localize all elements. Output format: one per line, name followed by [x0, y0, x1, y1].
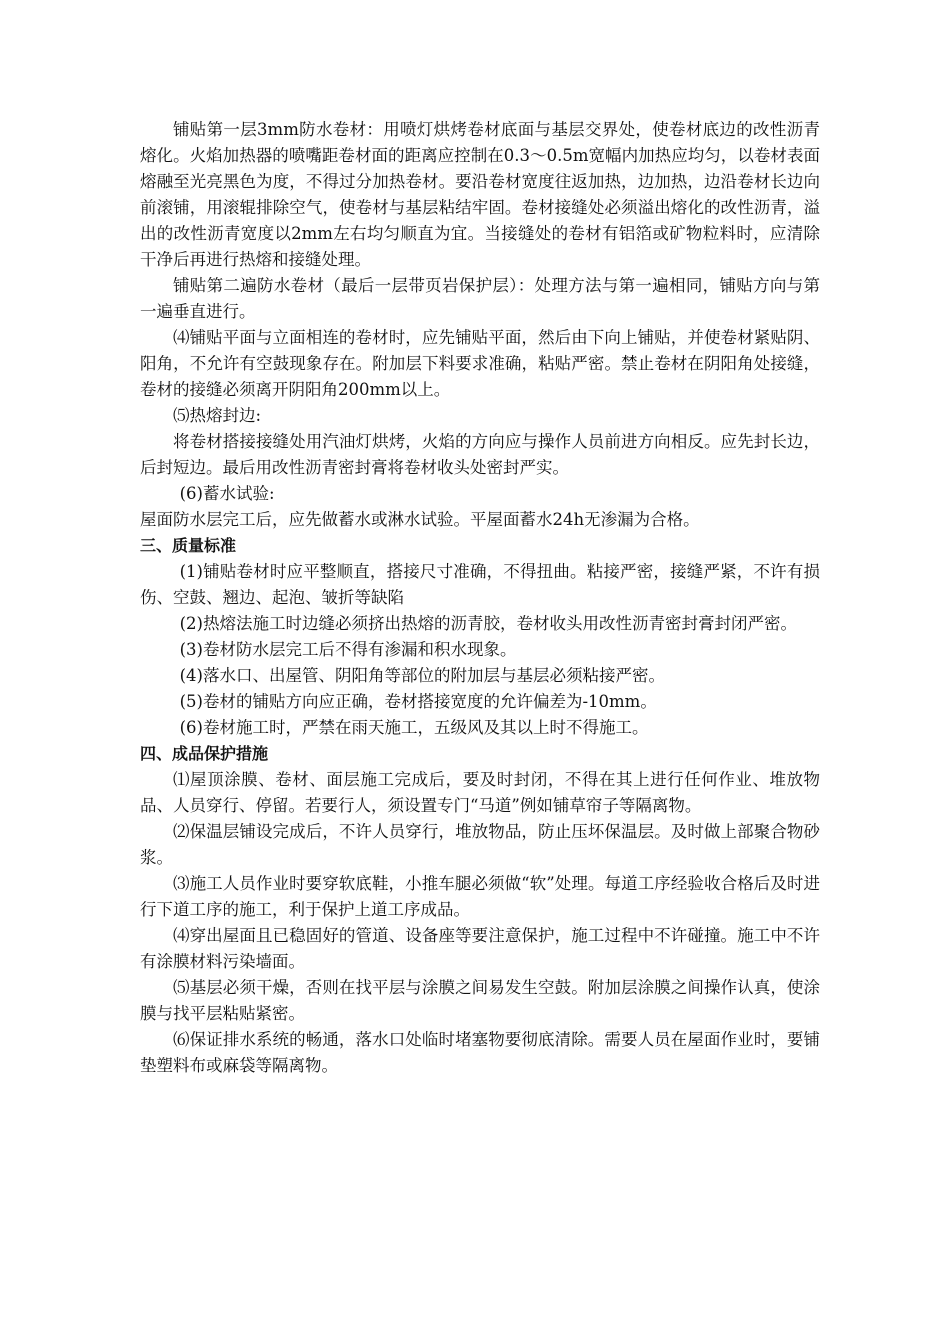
paragraph-second-layer: 铺贴第二遍防水卷材（最后一层带页岩保护层）：处理方法与第一遍相同，铺贴方向与第一遍垂直进行。 [140, 276, 820, 321]
quality-item-5: (5)卷材的铺贴方向应正确，卷材搭接宽度的允许偏差为-10mm。 [179, 692, 657, 711]
paragraph-step-6-body: 屋面防水层完工后，应先做蓄水或淋水试验。平屋面蓄水24h无渗漏为合格。 [140, 510, 700, 529]
protection-item-1: ⑴屋顶涂膜、卷材、面层施工完成后，要及时封闭，不得在其上进行任何作业、堆放物品、人员穿行、停留。若要行人，须设置专门“马道”例如铺草帘子等隔离物。 [140, 770, 820, 815]
document-page [140, 117, 820, 1079]
paragraph-step-4: ⑷铺贴平面与立面相连的卷材时，应先铺贴平面，然后由下向上铺贴，并使卷材紧贴阴、阳角，不允许有空鼓现象存在。附加层下料要求准确，粘贴严密。禁止卷材在阴阳角处接缝，卷材的接缝必须离开阴阳角200mm以上。 [140, 328, 820, 399]
quality-item-4: (4)落水口、出屋管、阴阳角等部位的附加层与基层必须粘接严密。 [179, 666, 665, 685]
quality-item-3: (3)卷材防水层完工后不得有渗漏和积水现象。 [179, 640, 517, 659]
protection-item-4: ⑷穿出屋面且已稳固好的管道、设备座等要注意保护，施工过程中不许碰撞。施工中不许有涂膜材料污染墙面。 [140, 926, 820, 971]
quality-item-6: (6)卷材施工时，严禁在雨天施工，五级风及其以上时不得施工。 [179, 718, 649, 737]
protection-item-5: ⑸基层必须干燥，否则在找平层与涂膜之间易发生空鼓。附加层涂膜之间操作认真，使涂膜与找平层粘贴紧密。 [140, 978, 820, 1023]
paragraph-step-6-title: (6)蓄水试验: [179, 484, 275, 503]
section-quality-standards-heading: 三、质量标准 [140, 536, 237, 555]
quality-item-1: (1)铺贴卷材时应平整顺直，搭接尺寸准确，不得扭曲。粘接严密，接缝严紧，不许有损伤、空鼓、翘边、起泡、皱折等缺陷 [140, 562, 820, 607]
section-protection-heading: 四、成品保护措施 [140, 744, 269, 763]
paragraph-first-layer: 铺贴第一层3mm防水卷材：用喷灯烘烤卷材底面与基层交界处，使卷材底边的改性沥青熔化。火焰加热器的喷嘴距卷材面的距离应控制在0.3～0.5m宽幅内加热应均匀，以卷材表面熔融至光亮黑色为度，不得过分加热卷材。要沿卷材宽度往返加热，边加热，边沿卷材长边向前滚铺，用滚辊排除空气，使卷材与基层粘结牢固。卷材接缝处必须溢出熔化的改性沥青，溢出的改性沥青宽度以2mm左右均匀顺直为宜。当接缝处的卷材有铝箔或矿物粒料时，应清除干净后再进行热熔和接缝处理。 [140, 120, 820, 269]
protection-item-6: ⑹保证排水系统的畅通，落水口处临时堵塞物要彻底清除。需要人员在屋面作业时，要铺垫塑料布或麻袋等隔离物。 [140, 1030, 820, 1075]
protection-item-3: ⑶施工人员作业时要穿软底鞋，小推车腿必须做“软”处理。每道工序经验收合格后及时进行下道工序的施工，利于保护上道工序成品。 [140, 874, 820, 919]
protection-item-2: ⑵保温层铺设完成后，不许人员穿行，堆放物品，防止压坏保温层。及时做上部聚合物砂浆。 [140, 822, 820, 867]
quality-item-2: (2)热熔法施工时边缝必须挤出热熔的沥青胶，卷材收头用改性沥青密封膏封闭严密。 [179, 614, 797, 633]
paragraph-step-5-body: 将卷材搭接接缝处用汽油灯烘烤，火焰的方向应与操作人员前进方向相反。应先封长边，后封短边。最后用改性沥青密封膏将卷材收头处密封严实。 [140, 432, 820, 477]
paragraph-step-5-title: ⑸热熔封边: [173, 406, 262, 425]
